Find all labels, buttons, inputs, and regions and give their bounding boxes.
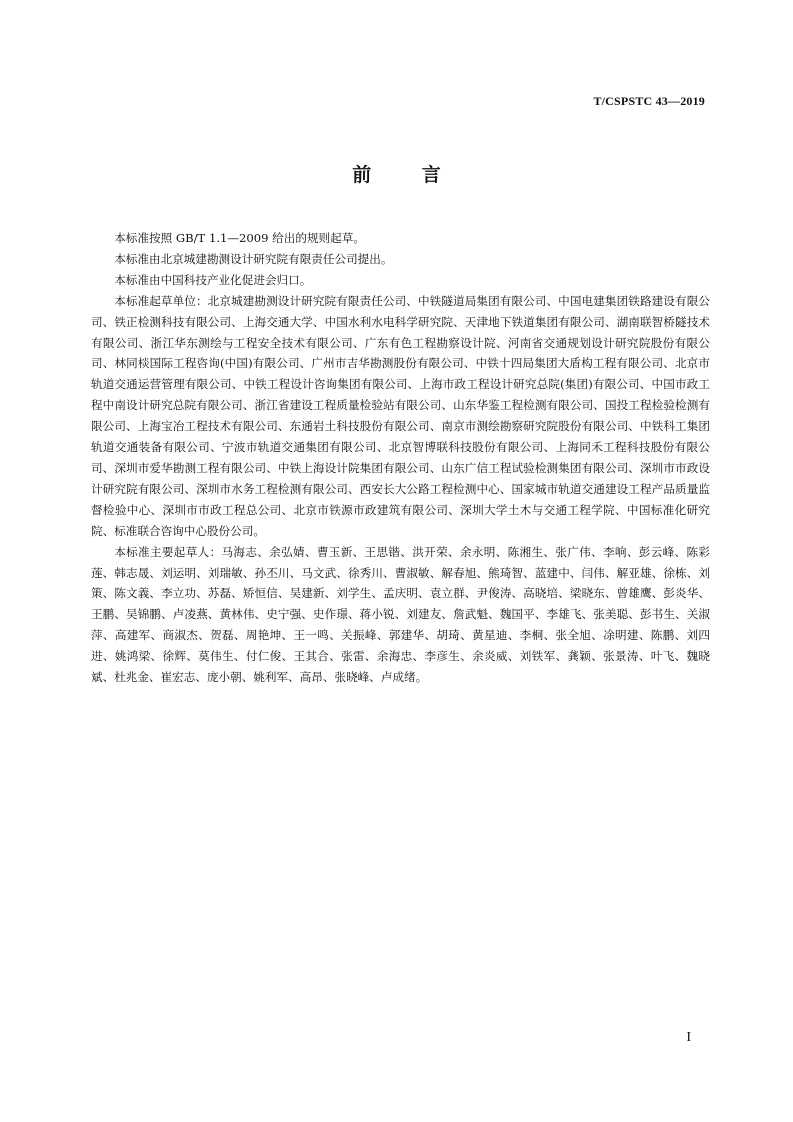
standard-code: T/CSPSTC 43—2019 [593, 94, 705, 108]
page-number: I [686, 1030, 691, 1045]
drafting-units-paragraph: 本标准起草单位：北京城建勘测设计研究院有限责任公司、中铁隧道局集团有限公司、中国电建集团铁路建设有限公司、铁正检测科技有限公司、上海交通大学、中国水利水电科学研究院、天津地下铁道集团有限公司、湖南联智桥隧技术有限公司、浙江华东测绘与工程安全技术有限公司、广东有色工程勘察设计院、河南省交通规划设计研究院股份有限公司、林同棪国际工程咨询(中国)有限公司、广州市吉华勘测股份有限公司、中铁十四局集团大盾构工程有限公司、北京市轨道交通运营管理有限公司、中铁工程设计咨询集团有限公司、上海市政工程设计研究总院(集团)有限公司、中国市政工程中南设计研究总院有限公司、浙江省建设工程质量检验站有限公司、山东华鉴工程检测有限公司、国投工程检验检测有限公司、上海宝冶工程技术有限公司、东通岩土科技股份有限公司、南京市测绘勘察研究院股份有限公司、中铁科工集团轨道交通装备有限公司、宁波市轨道交通集团有限公司、北京智博联科技股份有限公司、上海同禾工程科技股份有限公司、深圳市爱华勘测工程有限公司、中铁上海设计院集团有限公司、山东广信工程试验检测集团有限公司、深圳市市政设计研究院有限公司、深圳市水务工程检测有限公司、西安长大公路工程检测中心、国家城市轨道交通建设工程产品质量监督检验中心、深圳市市政工程总公司、北京市铁源市政建筑有限公司、深圳大学土木与交通工程学院、中国标准化研究院、标准联合咨询中心股份公司。 [91, 293, 710, 538]
preface-body [91, 228, 710, 688]
drafting-rules-paragraph: 本标准按照 GB/T 1.1—2009 给出的规则起草。 [114, 231, 365, 245]
page-title: 前 言 [352, 164, 463, 186]
main-drafters-paragraph: 本标准主要起草人：马海志、余弘婧、曹玉新、王思锴、洪开荣、余永明、陈湘生、张广伟、李响、彭云峰、陈彩莲、韩志晟、刘运明、刘瑞敏、孙丕川、马文武、徐秀川、曹淑敏、解春旭、熊琦智、蓝建中、闫伟、解亚雄、徐栋、刘策、陈文義、李立功、苏磊、矫恒信、吴建新、刘学生、孟庆明、袁立群、尹俊涛、高晓培、梁晓东、曾雄鹰、彭炎华、王鹏、吴锦鹏、卢凌燕、黄林伟、史宁强、史作璟、蒋小锐、刘建友、詹武魁、魏国平、李雄飞、张美聪、彭书生、关淑萍、高建军、商淑杰、贺磊、周艳坤、王一鸣、关振峰、郭建华、胡琦、黄星迪、李桐、张全旭、凃明建、陈鹏、刘四进、姚鸿梁、徐辉、莫伟生、付仁俊、王其合、张雷、余海忠、李彦生、余炎威、刘铁军、龚颖、张景涛、叶飞、魏晓斌、杜兆金、崔宏志、庞小朝、姚利军、高昂、张晓峰、卢成绪。 [91, 544, 710, 685]
proposer-paragraph: 本标准由北京城建勘测设计研究院有限责任公司提出。 [114, 251, 393, 266]
centralized-unit-paragraph: 本标准由中国科技产业化促进会归口。 [114, 272, 312, 287]
